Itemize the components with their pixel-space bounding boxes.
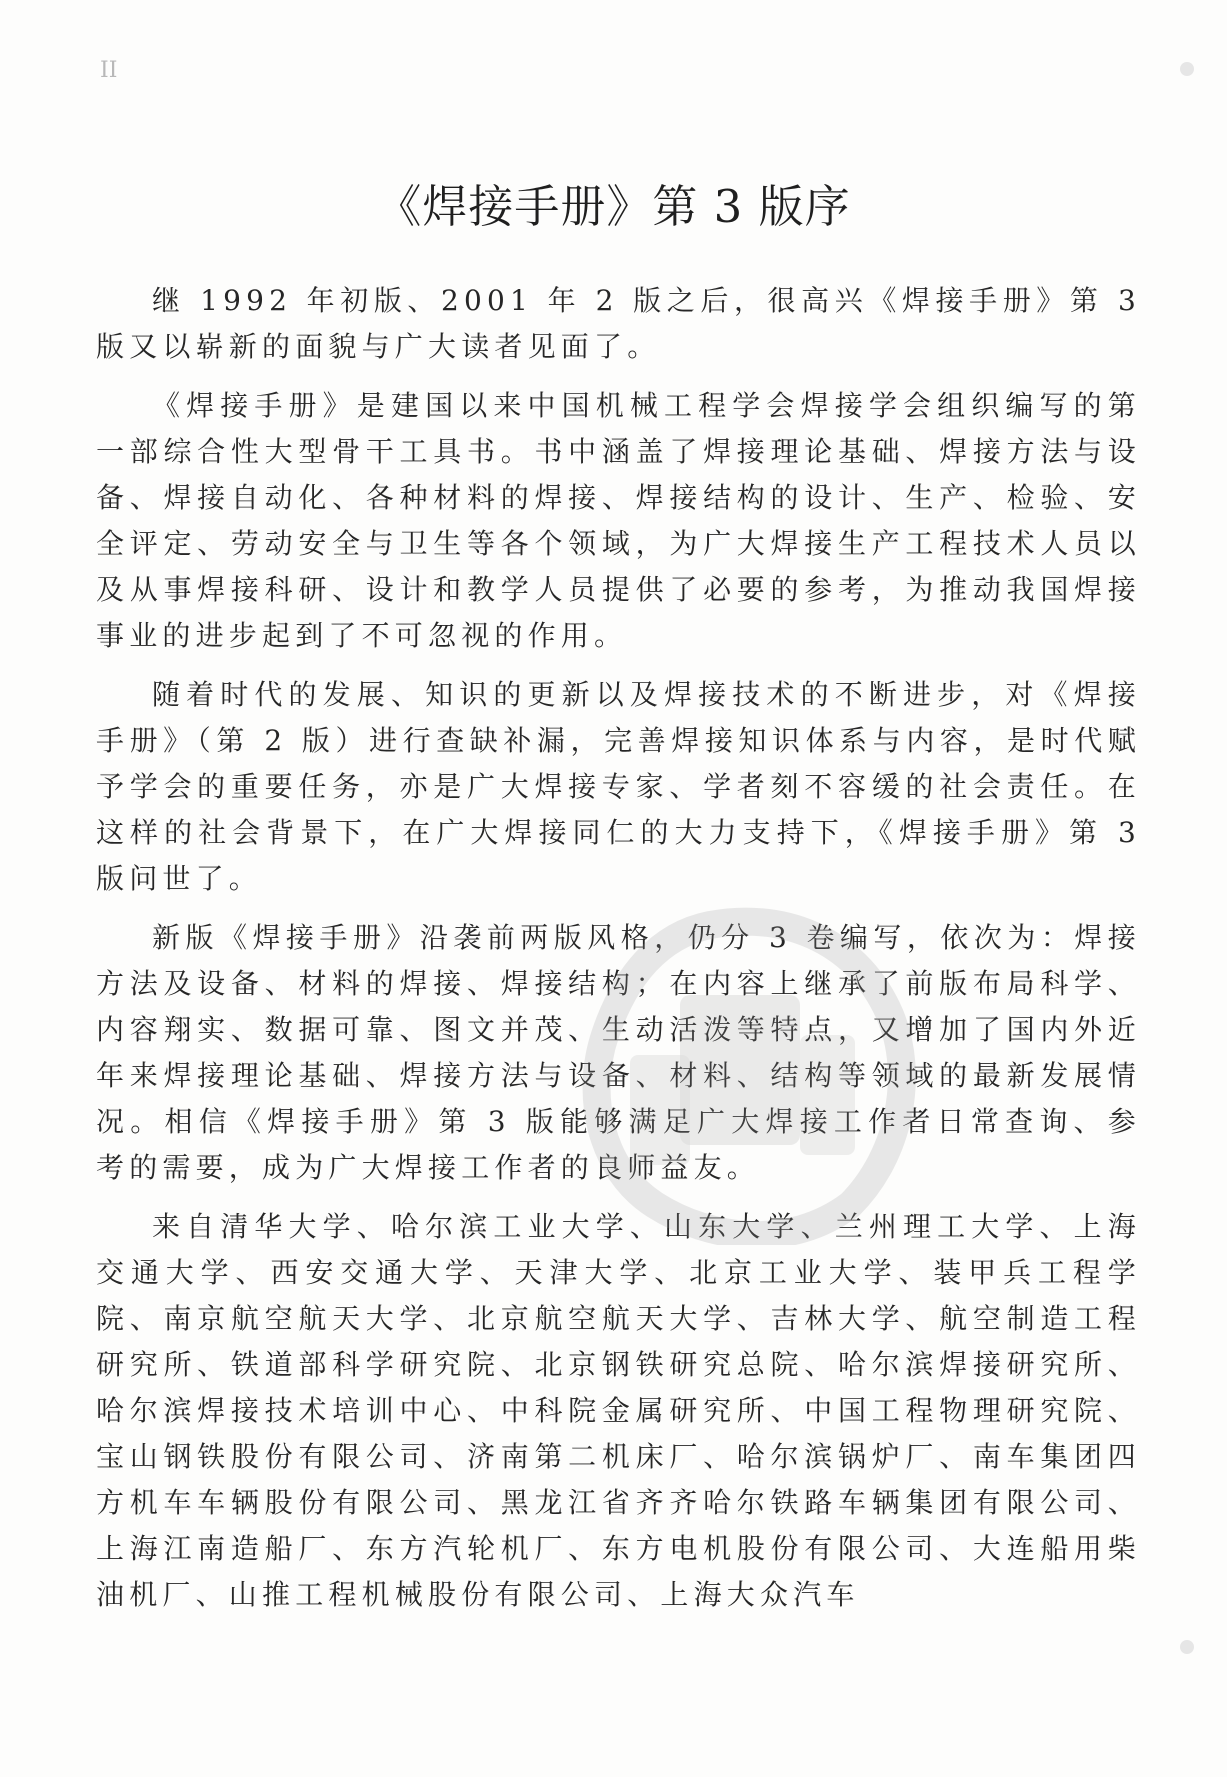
paragraph: 随着时代的发展、知识的更新以及焊接技术的不断进步，对《焊接手册》（第 2 版）进行查缺补漏，完善焊接知识体系与内容，是时代赋予学会的重要任务，亦是广大焊接专家、学者刻不容缓的社会责任。在这样的社会背景下，在广大焊接同仁的大力支持下，《焊接手册》第 3 版问世了。 <box>96 678 1141 895</box>
paragraph: 继 1992 年初版、2001 年 2 版之后，很高兴《焊接手册》第 3 版又以崭新的面貌与广大读者见面了。 <box>96 284 1141 363</box>
scan-dot <box>1180 1640 1194 1654</box>
scan-dot <box>1180 62 1194 76</box>
page-title: 《焊接手册》第 3 版序 <box>376 180 851 233</box>
paragraph: 新版《焊接手册》沿袭前两版风格，仍分 3 卷编写，依次为：焊接方法及设备、材料的焊接、焊接结构；在内容上继承了前版布局科学、内容翔实、数据可靠、图文并茂、生动活泼等特点，又增加了国内外近年来焊接理论基础、焊接方法与设备、材料、结构等领域的最新发展情况。相信《焊接手册》第 3 版能够满足广大焊接工作者日常查询、参考的需要，成为广大焊接工作者的良师益友。 <box>96 921 1141 1184</box>
paragraph: 《焊接手册》是建国以来中国机械工程学会焊接学会组织编写的第一部综合性大型骨干工具书。书中涵盖了焊接理论基础、焊接方法与设备、焊接自动化、各种材料的焊接、焊接结构的设计、生产、检验、安全评定、劳动安全与卫生等各个领域，为广大焊接生产工程技术人员以及从事焊接科研、设计和教学人员提供了必要的参考，为推动我国焊接事业的进步起到了不可忽视的作用。 <box>96 389 1141 652</box>
paragraph: 来自清华大学、哈尔滨工业大学、山东大学、兰州理工大学、上海交通大学、西安交通大学、天津大学、北京工业大学、装甲兵工程学院、南京航空航天大学、北京航空航天大学、吉林大学、航空制造工程研究所、铁道部科学研究院、北京钢铁研究总院、哈尔滨焊接研究所、哈尔滨焊接技术培训中心、中科院金属研究所、中国工程物理研究院、宝山钢铁股份有限公司、济南第二机床厂、哈尔滨锅炉厂、南车集团四方机车车辆股份有限公司、黑龙江省齐齐哈尔铁路车辆集团有限公司、上海江南造船厂、东方汽轮机厂、东方电机股份有限公司、大连船用柴油机厂、山推工程机械股份有限公司、上海大众汽车 <box>96 1210 1141 1611</box>
page-number: II <box>100 58 118 83</box>
preface-body <box>96 278 1141 1631</box>
